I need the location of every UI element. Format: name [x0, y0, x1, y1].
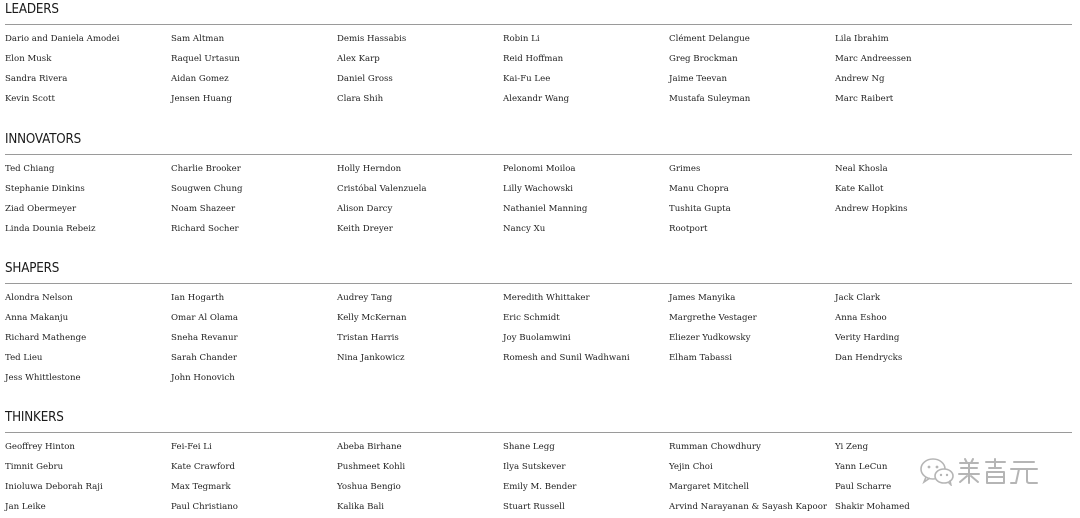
person-name-link[interactable]: Paul Christiano [171, 502, 238, 512]
person-name-link[interactable]: Mustafa Suleyman [669, 94, 751, 104]
person-name-link[interactable]: Anna Eshoo [835, 313, 887, 323]
person-name-link[interactable]: Emily M. Bender [503, 482, 577, 492]
person-name-link[interactable]: Fei-Fei Li [171, 442, 212, 452]
person-name-link[interactable]: Meredith Whittaker [503, 293, 590, 303]
person-name-link[interactable]: Cristóbal Valenzuela [337, 184, 427, 194]
section-thinkers [5, 409, 1072, 517]
person-name-link[interactable]: Eric Schmidt [503, 313, 560, 323]
person-name-link[interactable]: Nathaniel Manning [503, 204, 588, 214]
person-name-link[interactable]: Sandra Rivera [5, 74, 68, 84]
person-name-link[interactable]: Max Tegmark [171, 482, 231, 492]
person-name-link[interactable]: Jess Whittlestone [5, 373, 81, 383]
person-name-link[interactable]: Timnit Gebru [5, 462, 64, 472]
person-name-link[interactable]: Ted Lieu [5, 353, 43, 363]
person-name-link[interactable]: Lila Ibrahim [835, 34, 889, 44]
person-name-link[interactable]: Nina Jankowicz [337, 353, 405, 363]
person-name-link[interactable]: James Manyika [669, 293, 736, 303]
person-name-link[interactable]: Kate Crawford [171, 462, 235, 472]
person-name-link[interactable]: Jensen Huang [171, 94, 233, 104]
person-name-link[interactable]: Elham Tabassi [669, 353, 732, 363]
person-name-link[interactable]: Shakir Mohamed [835, 502, 910, 512]
person-name-link[interactable]: Sam Altman [171, 34, 225, 44]
person-name-link[interactable]: Alex Karp [337, 54, 380, 64]
person-name-link[interactable]: Andrew Hopkins [835, 204, 908, 214]
person-name-link[interactable]: Ted Chiang [5, 164, 55, 174]
person-name-link[interactable]: Kevin Scott [5, 94, 55, 104]
person-name-link[interactable]: Manu Chopra [669, 184, 729, 194]
person-name-link[interactable]: Yi Zeng [835, 442, 869, 452]
person-name-link[interactable]: Keith Dreyer [337, 224, 393, 234]
person-name-link[interactable]: Jan Leike [5, 502, 46, 512]
person-name-link[interactable]: Tristan Harris [337, 333, 399, 343]
person-name-link[interactable]: Inioluwa Deborah Raji [5, 482, 103, 492]
person-name-link[interactable]: Pushmeet Kohli [337, 462, 406, 472]
person-name-link[interactable]: Jack Clark [835, 293, 881, 303]
person-name-link[interactable]: Aidan Gomez [171, 74, 229, 84]
person-name-link[interactable]: Margrethe Vestager [669, 313, 757, 323]
person-name-link[interactable]: Kalika Bali [337, 502, 385, 512]
person-name-link[interactable]: Kelly McKernan [337, 313, 407, 323]
person-name-link[interactable]: Shane Legg [503, 442, 555, 452]
person-name-link[interactable]: Joy Buolamwini [503, 333, 571, 343]
person-name-link[interactable]: Romesh and Sunil Wadhwani [503, 353, 630, 363]
person-name-link[interactable]: Marc Andreessen [835, 54, 912, 64]
person-name-link[interactable]: Dan Hendrycks [835, 353, 903, 363]
person-name-link[interactable]: Noam Shazeer [171, 204, 236, 214]
person-name-link[interactable]: Alison Darcy [337, 204, 393, 214]
person-name-link[interactable]: Elon Musk [5, 54, 52, 64]
section-title: INNOVATORS [5, 132, 82, 147]
person-name-link[interactable]: Arvind Narayanan & Sayash Kapoor [669, 502, 828, 512]
person-name-link[interactable]: Ian Hogarth [171, 293, 225, 303]
person-name-link[interactable]: Dario and Daniela Amodei [5, 34, 120, 44]
person-name-link [669, 368, 835, 388]
watermark [918, 456, 1040, 486]
person-name-link[interactable]: Linda Dounia Rebeiz [5, 224, 96, 234]
person-name-link[interactable]: Clément Delangue [669, 34, 750, 44]
person-name-link[interactable]: Reid Hoffman [503, 54, 564, 64]
names-grid [5, 155, 1072, 239]
person-name-link[interactable]: Ilya Sutskever [503, 462, 566, 472]
person-name-link[interactable]: Andrew Ng [835, 74, 885, 84]
person-name-link[interactable]: Daniel Gross [337, 74, 393, 84]
person-name-link[interactable]: Raquel Urtasun [171, 54, 240, 64]
person-name-link[interactable]: Yejin Choi [669, 462, 713, 472]
person-name-link[interactable]: Kate Kallot [835, 184, 884, 194]
section-title: LEADERS [5, 2, 59, 17]
person-name-link[interactable]: Clara Shih [337, 94, 384, 104]
person-name-link[interactable]: Stephanie Dinkins [5, 184, 85, 194]
person-name-link[interactable]: Lilly Wachowski [503, 184, 573, 194]
section-leaders [5, 1, 1072, 109]
names-grid [5, 25, 1072, 109]
person-name-link[interactable]: Alexandr Wang [503, 94, 570, 104]
person-name-link [835, 368, 1001, 388]
person-name-link[interactable]: Tushita Gupta [669, 204, 731, 214]
person-name-link[interactable]: Verity Harding [835, 333, 900, 343]
person-name-link [337, 368, 503, 388]
person-name-link[interactable]: Sougwen Chung [171, 184, 243, 194]
watermark-logotype [956, 456, 1040, 486]
person-name-link[interactable]: Geoffrey Hinton [5, 442, 75, 452]
person-name-link[interactable]: Greg Brockman [669, 54, 738, 64]
person-name-link[interactable]: Ziad Obermeyer [5, 204, 77, 214]
section-shapers [5, 260, 1072, 388]
person-name-link[interactable]: Robin Li [503, 34, 540, 44]
person-name-link[interactable]: John Honovich [171, 373, 235, 383]
person-name-link[interactable]: Neal Khosla [835, 164, 888, 174]
person-name-link[interactable]: Margaret Mitchell [669, 482, 749, 492]
person-name-link[interactable]: Yann LeCun [835, 462, 888, 472]
person-name-link[interactable]: Yoshua Bengio [337, 482, 401, 492]
section-innovators [5, 131, 1072, 239]
person-name-link[interactable]: Jaime Teevan [669, 74, 728, 84]
person-name-link[interactable]: Kai-Fu Lee [503, 74, 551, 84]
wechat-icon [918, 456, 956, 486]
person-name-link[interactable]: Sneha Revanur [171, 333, 238, 343]
person-name-link [835, 219, 1001, 239]
person-name-link[interactable]: Pelonomi Moiloa [503, 164, 576, 174]
person-name-link[interactable]: Audrey Tang [337, 293, 393, 303]
person-name-link[interactable]: Paul Scharre [835, 482, 892, 492]
person-name-link[interactable]: Sarah Chander [171, 353, 237, 363]
person-name-link[interactable]: Omar Al Olama [171, 313, 239, 323]
person-name-link [503, 368, 669, 388]
person-name-link[interactable]: Charlie Brooker [171, 164, 241, 174]
person-name-link[interactable]: Grimes [669, 164, 701, 174]
person-name-link[interactable]: Eliezer Yudkowsky [669, 333, 751, 343]
names-grid [5, 284, 1072, 388]
person-name-link[interactable]: Rumman Chowdhury [669, 442, 761, 452]
person-name-link[interactable]: Demis Hassabis [337, 34, 407, 44]
person-name-link[interactable]: Nancy Xu [503, 224, 546, 234]
names-grid [5, 433, 1072, 517]
person-name-link[interactable]: Richard Socher [171, 224, 239, 234]
person-name-link[interactable]: Richard Mathenge [5, 333, 87, 343]
person-name-link[interactable]: Marc Raibert [835, 94, 894, 104]
section-title: THINKERS [5, 410, 64, 425]
person-name-link[interactable]: Anna Makanju [5, 313, 69, 323]
person-name-link[interactable]: Holly Herndon [337, 164, 402, 174]
person-name-link[interactable]: Rootport [669, 224, 708, 234]
person-name-link[interactable]: Abeba Birhane [337, 442, 402, 452]
person-name-link[interactable]: Stuart Russell [503, 502, 565, 512]
person-name-link[interactable]: Alondra Nelson [5, 293, 73, 303]
section-title: SHAPERS [5, 261, 60, 276]
